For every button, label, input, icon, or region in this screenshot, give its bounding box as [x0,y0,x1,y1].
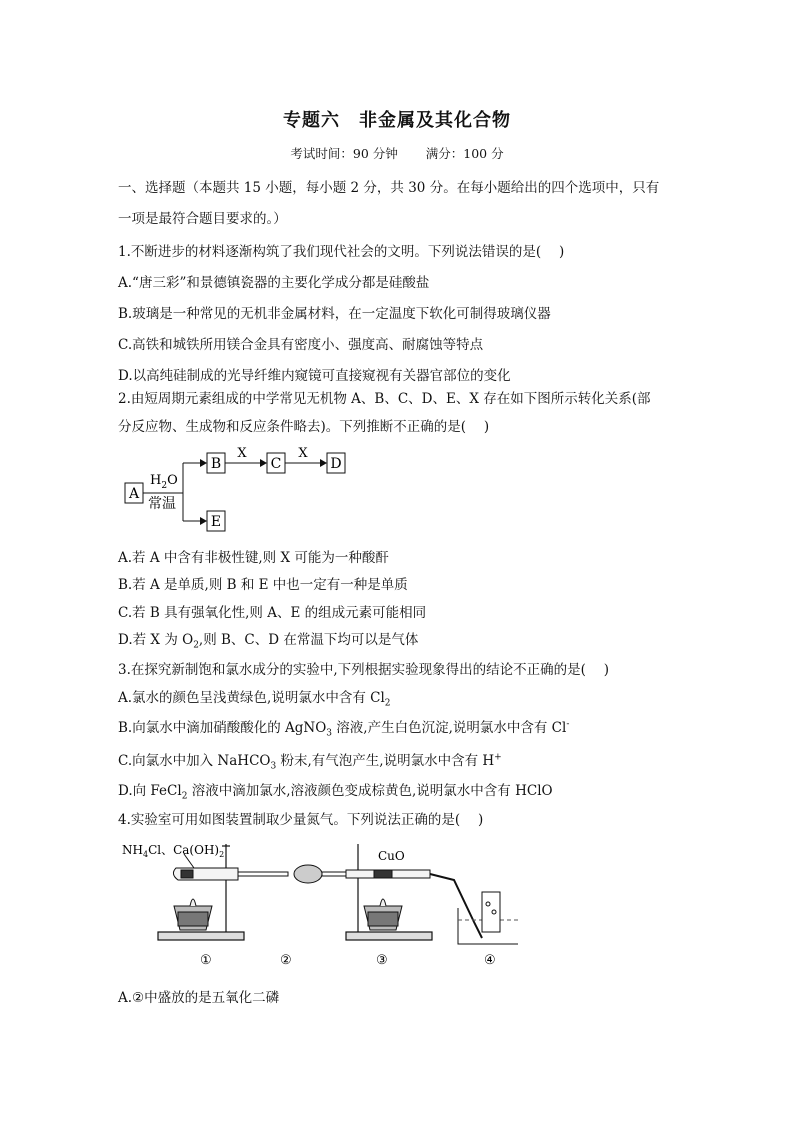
label-1: ① [200,953,212,968]
q1-option-a: A.“唐三彩”和景德镇瓷器的主要化学成分都是硅酸盐 [118,275,430,291]
page-title: 专题六 非金属及其化合物 [283,110,511,131]
test-tube-1 [173,868,238,880]
delivery-tube [430,874,482,938]
q4-apparatus-diagram [118,834,518,974]
q2-option-b: B.若 A 是单质,则 B 和 E 中也一定有一种是单质 [118,577,408,593]
exam-time: 考试时间：90 分钟 [290,146,398,161]
box-d-label: D [330,456,342,472]
q2-option-a: A.若 A 中含有非极性键,则 X 可能为一种酸酐 [118,550,389,566]
collection-trough [458,892,518,944]
q2-conversion-diagram [118,438,358,538]
exam-score: 满分：100 分 [425,146,504,161]
q2-option-c: C.若 B 具有强氧化性,则 A、E 的组成元素可能相同 [118,605,427,621]
box-a-label: A [128,486,140,502]
combustion-tube [346,870,430,878]
q2-stem-line1: 2.由短周期元素组成的中学常见无机物 A、B、C、D、E、X 存在如下图所示转化关系(部 [118,391,651,407]
q2-stem-line2: 分反应物、生成物和反应条件略去)。下列推断不正确的是( ) [118,419,490,435]
arrow1-label: X [237,446,247,461]
box-e-label: E [210,514,222,530]
condition-label: 常温 [148,496,176,512]
cuo-label: CuO [378,849,405,863]
q1-stem: 1.不断进步的材料逐渐构筑了我们现代社会的文明。下列说法错误的是( ) [118,244,565,260]
q3-option-d: D.向 FeCl$_2$ 溶液中滴加氯水,溶液颜色变成棕黄色,说明氯水中含有 HClO [118,783,553,802]
burner-1 [174,899,212,930]
q1-option-c: C.高铁和城铁所用镁合金具有密度小、强度高、耐腐蚀等特点 [118,337,484,353]
reagent-label: $NH_4Cl$、$Ca(OH)_2$ [122,843,225,859]
q1-option-d: D.以高纯硅制成的光导纤维内窥镜可直接窥视有关器官部位的变化 [118,368,511,384]
section-intro-line1: 一、选择题（本题共 15 小题，每小题 2 分，共 30 分。在每小题给出的四个选项中，只有 [118,180,660,196]
q2-option-d: D.若 X 为 $O_2$,则 B、C、D 在常温下均可以是气体 [118,632,419,651]
box-c-label: C [270,456,282,472]
q3-option-a: A.氯水的颜色呈浅黄绿色,说明氯水中含有 $Cl_2$ [118,690,391,709]
label-4: ④ [484,953,496,968]
q4-option-a: A.②中盛放的是五氧化二磷 [118,990,280,1006]
arrow2-label: X [298,446,308,461]
q1-option-b: B.玻璃是一种常见的无机非金属材料，在一定温度下软化可制得玻璃仪器 [118,306,551,322]
q3-stem: 3.在探究新制饱和氯水成分的实验中,下列根据实验现象得出的结论不正确的是( ) [118,662,609,678]
reagent-water: $H_2O$ [150,473,178,491]
q4-stem: 4.实验室可用如图装置制取少量氮气。下列说法正确的是( ) [118,812,484,828]
burner-3 [364,899,402,930]
tube-2 [238,865,346,883]
exam-meta [0,144,794,162]
label-3: ③ [376,953,388,968]
section-intro-line2: 一项是最符合题目要求的。） [118,211,287,227]
q3-option-c: C.向氯水中加入 NaHCO$_3$ 粉末,有气泡产生,说明氯水中含有 H+ [118,752,502,772]
label-2: ② [280,953,292,968]
box-b-label: B [210,456,222,472]
q3-option-b: B.向氯水中滴加硝酸酸化的 AgNO$_3$ 溶液,产生白色沉淀,说明氯水中含有 Cl- [118,719,570,739]
